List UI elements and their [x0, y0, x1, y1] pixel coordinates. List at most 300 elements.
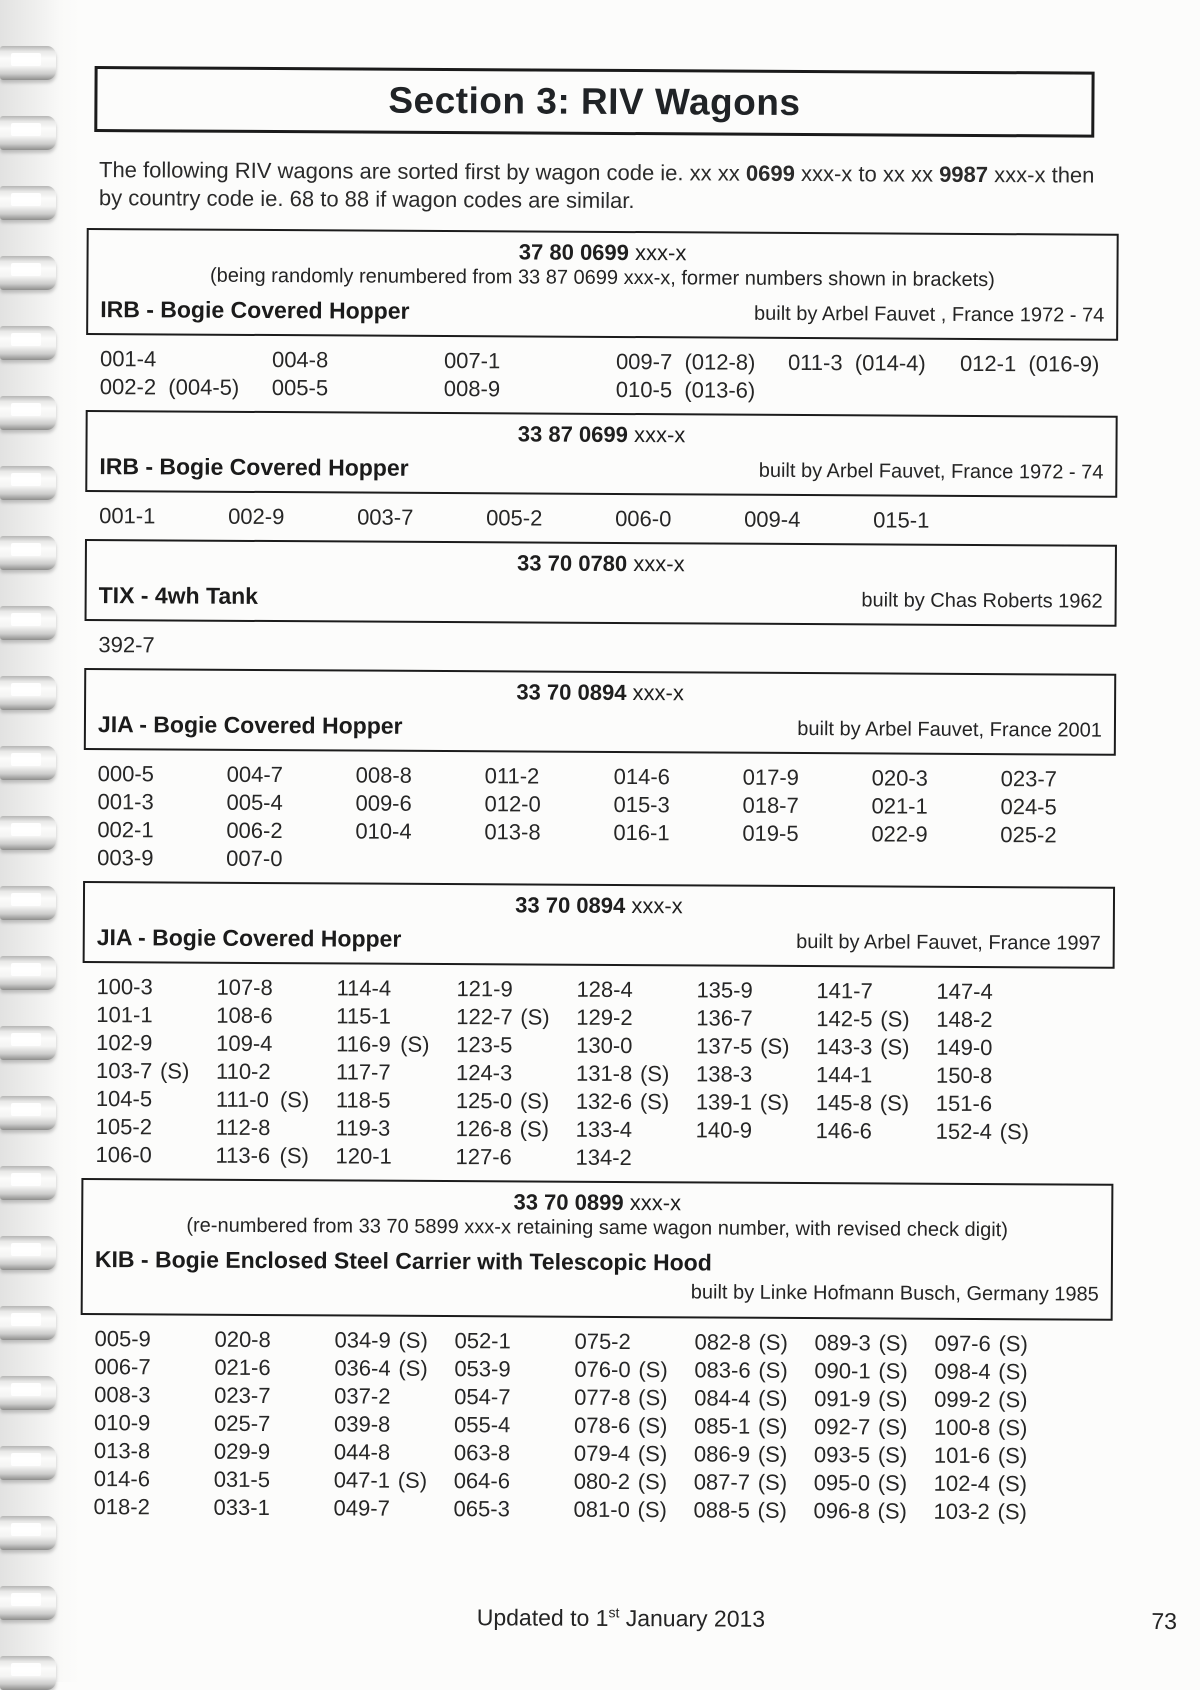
wagon-number: 118-5: [335, 1087, 391, 1113]
numbers-grid: [95, 973, 1114, 1175]
stored-marker: (S): [757, 1413, 788, 1439]
page-title: Section 3: RIV Wagons: [388, 79, 801, 123]
number-cell: [94, 1353, 214, 1382]
stored-marker: [518, 1327, 574, 1355]
stored-marker: (S): [639, 1061, 670, 1087]
number-cell: [934, 1470, 1054, 1499]
number-cell: [936, 1034, 1056, 1063]
number-cell: [816, 1117, 936, 1146]
wagon-number: 098-4: [934, 1358, 991, 1385]
number-cell: [216, 974, 336, 1003]
number-cell: 023-7: [1000, 766, 1058, 792]
wagon-section: [85, 410, 1118, 536]
section-built-by: built by Arbel Fauvet, France 1997: [796, 930, 1101, 955]
wagon-number: 100-3: [96, 974, 153, 1000]
wagon-number: 052-1: [454, 1328, 511, 1354]
wagon-number: 112-8: [215, 1114, 271, 1141]
number-cell: 014-6: [613, 763, 671, 790]
stored-marker: [520, 1059, 576, 1087]
stored-marker: [880, 977, 936, 1005]
wagon-number: 140-9: [695, 1117, 753, 1143]
binding-tab: [0, 746, 56, 780]
stored-marker: (S): [878, 1358, 908, 1384]
number-cell: [216, 1086, 336, 1115]
stored-marker: (S): [520, 1004, 550, 1030]
number-cell: [94, 1437, 214, 1466]
stored-marker: [518, 1439, 574, 1467]
wagon-number: 143-3: [816, 1034, 873, 1060]
wagon-number: 083-6: [694, 1357, 751, 1383]
wagon-number: 103-2: [933, 1498, 990, 1525]
stored-marker: (S): [878, 1330, 908, 1356]
stored-marker: [760, 1117, 816, 1145]
wagon-number: 047-1: [333, 1467, 391, 1493]
number-cell: [576, 1004, 696, 1033]
number-cell: 017-9: [742, 764, 800, 790]
stored-marker: [278, 1494, 334, 1522]
number-cell: [814, 1329, 934, 1358]
stored-marker: (S): [997, 1499, 1027, 1525]
number-cell: [94, 1465, 214, 1494]
wagon-number: 152-4: [935, 1118, 993, 1145]
number-cell: [96, 1085, 216, 1114]
section-code-suffix: xxx-x: [623, 1190, 682, 1216]
number-row: [94, 1493, 1112, 1527]
stored-marker: (S): [998, 1387, 1028, 1413]
section-class-label: IRB - Bogie Covered Hopper: [99, 453, 409, 481]
number-cell: [816, 1033, 936, 1062]
stored-marker: [158, 1437, 214, 1465]
stored-marker: [160, 1113, 216, 1141]
number-cell: 011-2: [484, 763, 540, 789]
wagon-number: 150-8: [935, 1062, 993, 1089]
number-cell: [96, 973, 216, 1002]
number-cell: [696, 1116, 816, 1145]
stored-marker: (S): [398, 1355, 428, 1381]
stored-marker: (S): [638, 1385, 668, 1411]
number-cell: 006-2: [226, 817, 283, 844]
stored-marker: (S): [997, 1471, 1028, 1497]
wagon-number: 089-3: [814, 1330, 871, 1356]
stored-marker: [400, 975, 456, 1003]
wagon-number: 128-4: [576, 976, 633, 1003]
number-cell: [575, 1144, 695, 1173]
binding-tab: [0, 1166, 56, 1200]
number-cell: [214, 1326, 334, 1355]
wagon-number: 055-4: [453, 1412, 511, 1438]
section-built-by: built by Arbel Fauvet, France 2001: [797, 717, 1102, 742]
stored-marker: [280, 1114, 336, 1142]
stored-marker: (S): [637, 1413, 668, 1439]
wagon-number: 110-2: [215, 1058, 271, 1085]
intro-text-run: xxx-x then by country code ie. 68 to 88 if wagon codes are similar.: [98, 162, 1095, 214]
stored-marker: [158, 1465, 214, 1493]
number-cell: [696, 1060, 816, 1089]
number-cell: [936, 1062, 1056, 1091]
number-cell: [456, 975, 576, 1004]
binding-tab: [0, 536, 56, 570]
section-note: (re-numbered from 33 70 5899 xxx-x retaining same wagon number, with revised check digit): [186, 1214, 1008, 1242]
wagon-number: 082-8: [694, 1329, 751, 1355]
binding-tab: [0, 606, 56, 640]
stored-marker: [158, 1325, 214, 1353]
stored-marker: (S): [637, 1441, 668, 1467]
number-cell: 013-8: [484, 819, 541, 845]
number-cell: 005-5: [271, 375, 329, 401]
wagon-number: 029-9: [213, 1438, 271, 1465]
wagon-number: 113-6: [215, 1142, 271, 1169]
wagon-number: 036-4: [334, 1355, 391, 1381]
number-cell: [813, 1497, 933, 1526]
section-box: [86, 228, 1119, 341]
number-cell: [334, 1494, 454, 1523]
intro-text-run: The following RIV wagons are sorted first by wagon code ie. xx xx: [98, 157, 746, 186]
wagon-number: 021-6: [214, 1354, 271, 1381]
stored-marker: [400, 1059, 456, 1087]
number-cell: [574, 1468, 694, 1497]
stored-marker: [158, 1493, 214, 1521]
stored-marker: [760, 977, 816, 1005]
wagon-number: 123-5: [456, 1032, 513, 1058]
wagon-number: 064-6: [453, 1468, 511, 1494]
section-code-line: [98, 677, 1102, 709]
number-cell: [334, 1326, 454, 1355]
number-cell: [94, 1381, 214, 1410]
number-cell: [96, 1029, 216, 1058]
section-class-label: KIB - Bogie Enclosed Steel Carrier with Telescopic Hood: [94, 1246, 712, 1276]
wagon-number: 142-5: [816, 1006, 873, 1032]
stored-marker: [158, 1353, 214, 1381]
wagon-number: 104-5: [95, 1086, 153, 1112]
wagon-number: 144-1: [815, 1062, 873, 1088]
stored-marker: (S): [639, 1089, 670, 1115]
footer-updated-sup: st: [608, 1604, 620, 1621]
binding-tab: [0, 886, 56, 920]
number-cell: 002-1: [97, 817, 154, 843]
number-cell: 007-1: [443, 347, 501, 374]
wagon-number: 010-9: [93, 1410, 151, 1436]
number-cell: 021-1: [871, 793, 928, 819]
number-cell: [816, 1061, 936, 1090]
number-cell: [214, 1382, 334, 1411]
stored-marker: [638, 1328, 694, 1356]
stored-marker: (S): [998, 1331, 1028, 1357]
stored-marker: [158, 1409, 214, 1437]
binding-tab: [0, 1236, 56, 1270]
number-cell: [94, 1493, 214, 1522]
wagon-number: 013-8: [93, 1438, 151, 1464]
wagon-number: 108-6: [216, 1002, 273, 1029]
footer-updated-post: January 2013: [619, 1604, 766, 1632]
binding-tab: [0, 396, 56, 430]
wagon-section: [80, 1178, 1114, 1527]
stored-marker: (S): [519, 1088, 550, 1114]
binding-tab: [0, 1516, 56, 1550]
wagon-number: 018-2: [93, 1494, 150, 1520]
number-cell: [216, 1002, 336, 1031]
wagon-number: 129-2: [576, 1004, 633, 1031]
wagon-number: 126-8: [455, 1116, 513, 1142]
number-cell: 012-0: [484, 791, 541, 817]
section-code-suffix: xxx-x: [626, 680, 684, 706]
number-cell: [694, 1412, 814, 1441]
stored-marker: [760, 1005, 816, 1033]
wagon-number: 077-8: [574, 1384, 631, 1411]
wagon-number: 063-8: [453, 1440, 511, 1466]
section-built-by: built by Linke Hofmann Busch, Germany 1985: [690, 1281, 1099, 1306]
wagon-number: 114-4: [336, 975, 392, 1001]
wagon-number: 054-7: [454, 1384, 511, 1410]
number-cell: 012-1 (016-9): [959, 350, 1100, 377]
wagon-number: 130-0: [576, 1032, 633, 1059]
number-cell: [214, 1466, 334, 1495]
footer-updated-pre: Updated to 1: [476, 1604, 609, 1631]
section-box: [81, 1178, 1114, 1321]
number-cell: [694, 1440, 814, 1469]
number-cell: 009-6: [355, 790, 412, 816]
footer-page-number: 73: [1151, 1607, 1178, 1635]
wagon-number: 136-7: [696, 1005, 753, 1031]
number-cell: [96, 1113, 216, 1142]
number-cell: [574, 1328, 694, 1357]
number-cell: [934, 1386, 1054, 1415]
section-class-label: TIX - 4wh Tank: [98, 582, 259, 609]
wagon-number: 093-5: [813, 1442, 871, 1468]
numbers-grid: [98, 631, 1116, 665]
number-cell: [936, 1118, 1056, 1147]
number-cell: [214, 1494, 334, 1523]
wagon-number: 095-0: [813, 1470, 871, 1496]
stored-marker: (S): [637, 1497, 667, 1523]
stored-marker: [400, 1003, 456, 1031]
wagon-number: 091-9: [814, 1386, 871, 1412]
wagon-number: 102-9: [96, 1030, 153, 1056]
stored-marker: [160, 1085, 216, 1113]
stored-marker: (S): [880, 1034, 910, 1060]
number-cell: [816, 1005, 936, 1034]
number-cell: [574, 1440, 694, 1469]
wagon-number: 124-3: [455, 1060, 513, 1086]
number-cell: [696, 1032, 816, 1061]
number-cell: 003-7: [357, 504, 414, 530]
wagon-number: 049-7: [333, 1495, 390, 1521]
wagon-number: 117-7: [335, 1059, 391, 1085]
number-cell: [335, 1142, 455, 1171]
stored-marker: [760, 1061, 816, 1089]
number-cell: [934, 1414, 1054, 1443]
stored-marker: (S): [877, 1498, 907, 1524]
wagon-number: 135-9: [696, 977, 753, 1003]
stored-marker: [398, 1383, 454, 1411]
binding-tab: [0, 466, 56, 500]
number-cell: [694, 1356, 814, 1385]
wagon-number: 151-6: [935, 1090, 993, 1117]
wagon-section: [83, 668, 1116, 878]
number-cell: [454, 1411, 574, 1440]
wagon-number: 134-2: [575, 1144, 632, 1171]
number-cell: [814, 1441, 934, 1470]
wagon-number: 148-2: [936, 1006, 993, 1033]
section-head-row: [98, 709, 1102, 745]
number-cell: 025-2: [1000, 822, 1057, 848]
stored-marker: (S): [398, 1327, 428, 1353]
wagon-number: 141-7: [816, 978, 873, 1004]
stored-marker: [280, 974, 336, 1002]
wagon-number: 079-4: [573, 1440, 631, 1467]
section-note: (being randomly renumbered from 33 87 0699 xxx-x, former numbers shown in brackets): [209, 264, 995, 292]
number-cell: [456, 1003, 576, 1032]
binding-tab: [0, 186, 56, 220]
section-class-label: IRB - Bogie Covered Hopper: [100, 296, 410, 324]
numbers-grid: [100, 345, 1118, 407]
stored-marker: (S): [877, 1470, 908, 1496]
stored-marker: (S): [637, 1469, 668, 1495]
number-cell: 002-2 (004-5): [99, 374, 240, 400]
number-cell: [574, 1412, 694, 1441]
number-cell: [456, 1115, 576, 1144]
number-row: [99, 502, 1117, 536]
stored-marker: [278, 1438, 334, 1466]
stored-marker: [159, 1141, 215, 1169]
number-cell: [573, 1496, 693, 1525]
number-cell: [334, 1410, 454, 1439]
stored-marker: (S): [758, 1329, 788, 1355]
number-cell: [933, 1498, 1053, 1527]
stored-marker: [640, 976, 696, 1004]
stored-marker: [518, 1411, 574, 1439]
number-cell: [454, 1383, 574, 1412]
wagon-number: 034-9: [334, 1327, 391, 1353]
number-cell: 015-3: [613, 791, 670, 818]
number-row: [98, 631, 1116, 665]
wagon-number: 145-8: [815, 1090, 873, 1116]
number-cell: [336, 974, 456, 1003]
wagon-number: 092-7: [813, 1414, 871, 1440]
number-cell: [694, 1328, 814, 1357]
number-cell: [336, 1030, 456, 1059]
section-code-suffix: xxx-x: [628, 240, 687, 266]
stored-marker: [278, 1466, 334, 1494]
number-cell: [454, 1439, 574, 1468]
stored-marker: (S): [758, 1385, 788, 1411]
wagon-section: [86, 228, 1119, 407]
number-cell: 001-3: [97, 789, 154, 815]
numbers-grid: [99, 502, 1117, 536]
stored-marker: (S): [998, 1359, 1028, 1385]
wagon-number: 033-1: [213, 1494, 270, 1521]
number-cell: 022-9: [871, 821, 928, 847]
wagon-number: 139-1: [695, 1089, 753, 1115]
stored-marker: [517, 1495, 573, 1523]
number-cell: [94, 1325, 214, 1354]
number-cell: 008-8: [355, 762, 413, 788]
section-code: 33 70 0899: [513, 1189, 624, 1216]
wagon-number: 053-9: [454, 1356, 511, 1382]
stored-marker: [278, 1326, 334, 1354]
stored-marker: (S): [757, 1441, 788, 1467]
stored-marker: (S): [997, 1415, 1028, 1441]
number-cell: [336, 1002, 456, 1031]
stored-marker: [519, 1143, 575, 1171]
stored-marker: [160, 1001, 216, 1029]
number-cell: 001-1: [99, 503, 156, 529]
number-cell: [696, 1088, 816, 1117]
wagon-number: 014-6: [93, 1466, 151, 1492]
number-cell: [455, 1143, 575, 1172]
stored-marker: [640, 1116, 696, 1144]
number-cell: [574, 1384, 694, 1413]
section-code-line: [99, 548, 1103, 580]
wagon-number: 005-9: [94, 1326, 151, 1352]
binding-tab: [0, 676, 56, 710]
stored-marker: [1000, 1006, 1056, 1034]
number-cell: [814, 1385, 934, 1414]
stored-marker: [1000, 1062, 1056, 1090]
stored-marker: (S): [878, 1386, 908, 1412]
number-cell: 010-4: [355, 818, 412, 844]
wagon-number: 102-4: [933, 1470, 991, 1497]
binding-tab: [0, 956, 56, 990]
number-cell: [814, 1413, 934, 1442]
number-cell: [216, 1058, 336, 1087]
footer-updated: [477, 1604, 766, 1632]
number-cell: 015-1: [873, 507, 930, 533]
stored-marker: (S): [757, 1497, 787, 1523]
section-box: [85, 410, 1117, 498]
wagon-number: 132-6: [575, 1088, 633, 1115]
stored-marker: (S): [279, 1143, 309, 1169]
section-code-suffix: xxx-x: [627, 422, 686, 448]
wagon-number: 103-7: [95, 1058, 153, 1084]
wagon-number: 087-7: [693, 1469, 751, 1495]
number-cell: 009-4: [744, 506, 801, 532]
number-cell: 005-4: [226, 789, 283, 816]
stored-marker: [518, 1467, 574, 1495]
wagon-number: 131-8: [575, 1060, 633, 1087]
number-cell: 010-5 (013-6): [615, 376, 756, 403]
numbers-grid: [97, 760, 1116, 878]
stored-marker: [400, 1087, 456, 1115]
binding-tab: [0, 1026, 56, 1060]
number-cell: 024-5: [1000, 794, 1057, 820]
number-cell: [95, 1141, 215, 1170]
stored-marker: [399, 1143, 455, 1171]
number-cell: [694, 1468, 814, 1497]
wagon-number: 125-0: [455, 1088, 513, 1114]
stored-marker: [398, 1411, 454, 1439]
stored-marker: [639, 1144, 695, 1172]
number-cell: 019-5: [742, 820, 799, 846]
section-head-row: [100, 294, 1104, 330]
number-cell: 000-5: [97, 761, 155, 787]
stored-marker: [518, 1383, 574, 1411]
stored-marker: [398, 1439, 454, 1467]
page-footer: [167, 1602, 1199, 1635]
number-cell: [336, 1086, 456, 1115]
binding-tab: [0, 1656, 56, 1690]
number-cell: 016-1: [613, 819, 670, 846]
binding-tab: [0, 816, 56, 850]
number-cell: [934, 1330, 1054, 1359]
stored-marker: (S): [519, 1116, 550, 1142]
stored-marker: (S): [877, 1414, 908, 1440]
wagon-number: 146-6: [815, 1118, 873, 1144]
number-cell: [334, 1466, 454, 1495]
section-code-line: [97, 890, 1101, 922]
wagon-number: 122-7: [456, 1004, 513, 1030]
number-cell: [334, 1438, 454, 1467]
number-cell: [336, 1114, 456, 1143]
